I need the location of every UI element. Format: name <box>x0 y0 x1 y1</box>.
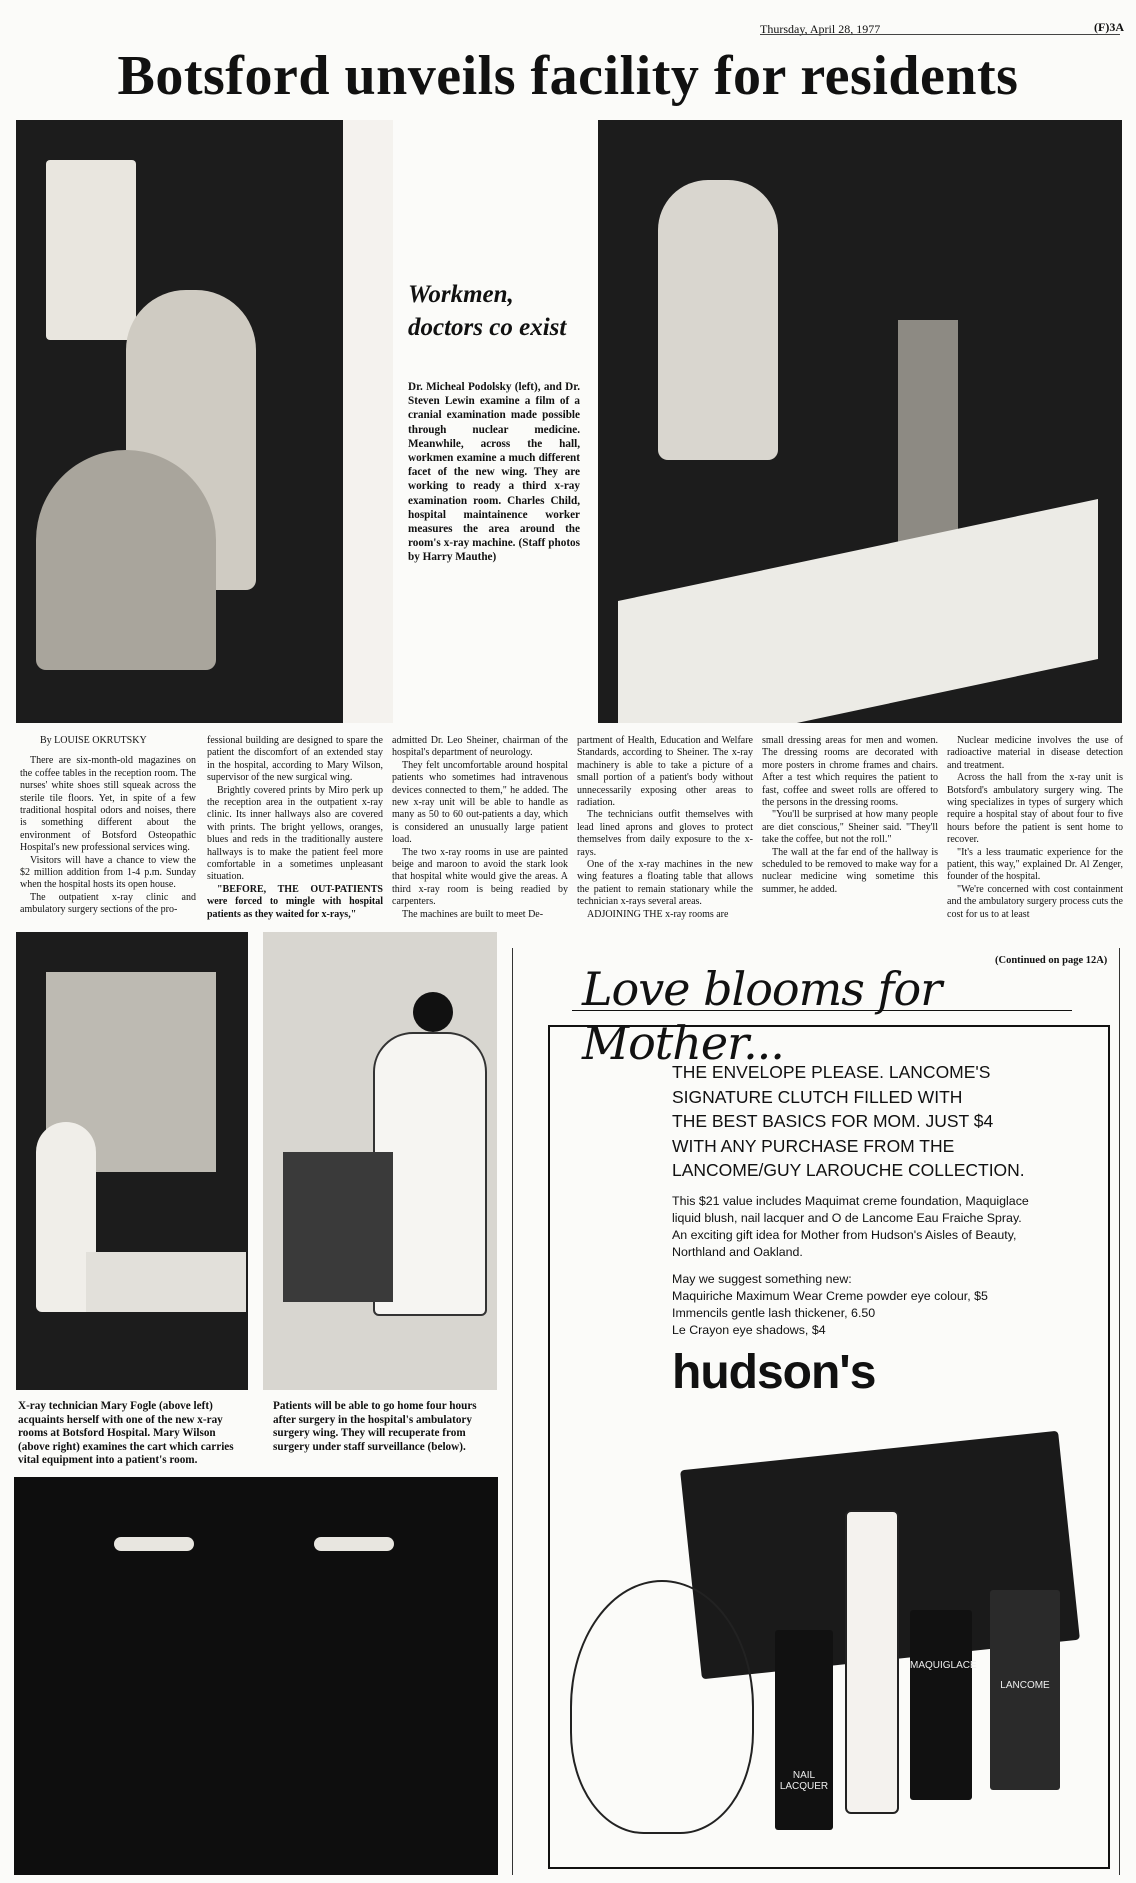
caption-left: X-ray technician Mary Fogle (above left) acquaints herself with one of the new x-ray rooms at Botsford Hospital. Mary Wilson (above right) examines the cart which carries vital equipment into a patient's room. <box>18 1400 234 1467</box>
paragraph: Across the hall from the x-ray unit is Botsford's ambulatory surgery wing. The wing specializes in types of surgery which require a hospital stay of about four to five hours before the patient is sent home to recover. <box>947 772 1123 846</box>
paragraph: admitted Dr. Leo Sheiner, chairman of the hospital's department of neurology. <box>392 735 568 759</box>
maquiglace-bottle <box>910 1610 977 1800</box>
byline: By LOUISE OKRUTSKY <box>40 735 147 746</box>
paragraph: There are six-month-old magazines on the coffee tables in the reception room. The nurses' white shoes still squeak across the sterile tile floors. Yet, in spite of a few traditional hospital odors and noises, there is something different about the environment of Botsford Osteopathic Hospital's new professional services wing. <box>20 755 196 854</box>
ad-headline-line: THE BEST BASICS FOR MOM. JUST $4 <box>672 1111 994 1131</box>
article-column-3 <box>392 735 568 921</box>
paragraph: Nuclear medicine involves the use of radioactive material in disease detection and treatment. <box>947 735 1123 771</box>
ad-headline-line: THE ENVELOPE PLEASE. LANCOME'S <box>672 1062 991 1082</box>
paragraph: Brightly covered prints by Miro perk up the reception area in the outpatient x-ray clinic. Its inner hallways also are covered with prints. The bright yellows, oranges, blues and reds in the traditionally austere hallways is to make the patient feel more comfortable in a sometimes unpleasant situation. <box>207 784 383 883</box>
paragraph: small dressing areas for men and women. The dressing rooms are decorated with more posters in chrome frames and chairs. After a test which requires the patient to fast, coffee and sweet rolls are offered to the persons in the dressing rooms. <box>762 735 938 809</box>
photo-recovery-room <box>14 1477 498 1875</box>
spray-tube-shape <box>845 1510 899 1814</box>
paragraph: Visitors will have a chance to view the $2 million addition from 1-4 p.m. Sunday when the hospital hosts its open house. <box>20 854 196 891</box>
ad-suggest-title: May we suggest something new: <box>672 1271 852 1286</box>
ad-headline-line: SIGNATURE CLUTCH FILLED WITH <box>672 1086 963 1107</box>
ad-body: This $21 value includes Maquimat creme foundation, Maquiglace liquid blush, nail lacquer and O de Lancome Eau Fraiche Spray. An exciting gift idea for Mother from Hudson's Aisles of Beauty, Northland and Oakland. <box>672 1193 1029 1259</box>
ceiling-light-shape <box>114 1537 194 1551</box>
paragraph: The wall at the far end of the hallway is scheduled to be removed to make way for a nuclear medicine wing sometime this summer, he added. <box>762 846 938 895</box>
ceiling-light-shape <box>314 1537 394 1551</box>
article-column-4 <box>577 735 753 921</box>
ad-headline <box>672 1060 1092 1339</box>
doctor-figure-shape-2 <box>36 450 216 670</box>
photo-workman-xray-room <box>598 120 1122 723</box>
paragraph: partment of Health, Education and Welfare Standards, according to Sheiner. The x-ray machinery is able to take a picture of a small portion of a patient's body without unnecessarily exposing other areas to radiation. <box>577 735 753 809</box>
paragraph: The machines are built to meet De- <box>402 908 544 920</box>
xray-table-shape <box>86 1252 246 1312</box>
dateline: Thursday, April 28, 1977 <box>760 22 881 36</box>
product-label: NAIL LACQUER <box>779 1770 829 1792</box>
paragraph: The outpatient x-ray clinic and ambulatory surgery sections of the pro- <box>20 891 196 916</box>
paragraph: "It's a less traumatic experience for the patient, this way," explained Dr. Al Zenger, founder of the hospital. <box>947 846 1123 883</box>
ad-headline-line: LANCOME/GUY LAROUCHE COLLECTION. <box>672 1160 1025 1180</box>
ad-slogan: Love blooms for Mother... <box>582 962 942 1070</box>
photo-nurse-with-cart <box>263 932 497 1390</box>
paragraph: fessional building are designed to spare the patient the discomfort of an extended stay in the hospital, according to Mary Wilson, supervisor of the new surgical wing. <box>207 735 383 784</box>
slogan-underline <box>572 1010 1072 1011</box>
continued-note: (Continued on page 12A) <box>995 955 1108 966</box>
paragraph: One of the x-ray machines in the new wing features a floating table that allows the patient to remain stationary while the technician x-rays several areas. <box>577 859 753 908</box>
product-label: MAQUIGLACE <box>910 1660 977 1671</box>
flower-outline-shape <box>570 1580 754 1834</box>
caption-right: Patients will be able to go home four hours after surgery in the hospital's ambulatory surgery wing. They will recuperate from surgery under staff surveillance (below). <box>273 1400 477 1453</box>
window-light-shape <box>343 120 393 723</box>
article-column-2 <box>207 735 383 921</box>
nail-lacquer-bottle <box>775 1630 833 1830</box>
paragraph: "BEFORE, THE OUT-PATIENTS were forced to mingle with hospital patients as they waited for x-rays," <box>207 883 383 920</box>
paragraph: They felt uncomfortable around hospital patients who sometimes had intravenous devices connected to them," he added. The new x-ray unit will be able to handle as many as 50 to 60 out-patients a day, which is considered an unusually large patient load. <box>392 759 568 846</box>
cutline-head <box>408 278 566 344</box>
paragraph: The two x-ray rooms in use are painted beige and maroon to avoid the stark look that hospital white would give the areas. A third x-ray room is being readied by carpenters. <box>392 846 568 908</box>
paragraph: "You'll be surprised at how many people are diet conscious," Sheiner said. "They'll take the coffee, but not the roll." <box>762 809 938 846</box>
paragraph: The technicians outfit themselves with lead lined aprons and gloves to protect themselves from daily exposure to the x-rays. <box>577 809 753 858</box>
article-column-6 <box>947 735 1123 921</box>
cutline-head-line1: Workmen, <box>408 281 514 308</box>
cutline-head-line2: doctors co exist <box>408 314 567 341</box>
paragraph: ADJOINING THE x-ray rooms are <box>587 908 729 920</box>
xray-film-shape <box>46 160 136 340</box>
product-illustration <box>560 1430 1100 1860</box>
xray-table-shape <box>618 499 1098 723</box>
page-number: (F)3A <box>1094 20 1124 34</box>
article-column-5 <box>762 735 938 896</box>
ad-suggest-item: Immencils gentle lash thickener, 6.50 <box>672 1305 876 1320</box>
hudsons-logo: hudson's <box>672 1346 876 1399</box>
article-column-1 <box>20 735 196 917</box>
product-label: LANCOME <box>1000 1680 1050 1691</box>
photo-xray-technician <box>16 932 248 1390</box>
ad-suggest-item: Le Crayon eye shadows, $4 <box>672 1322 826 1337</box>
workman-figure-shape <box>658 180 778 460</box>
cutline-text: Dr. Micheal Podolsky (left), and Dr. Steven Lewin examine a film of a cranial examination made possible through nuclear medicine. Meanwhile, across the hall, workmen examine a much different facet of the new wing. They are working to ready a third x-ray examination room. Charles Child, hospital maintainence worker measures the area around the room's x-ray machine. (Staff photos by Harry Mauthe) <box>408 381 580 564</box>
headline: Botsford unveils facility for residents <box>117 45 1019 107</box>
photo-doctors-examining-film <box>16 120 393 723</box>
equipment-cart-shape <box>283 1152 393 1302</box>
paragraph: "We're concerned with cost containment and the ambulatory surgery process cuts the cost for us to at least <box>947 883 1123 920</box>
header-rule <box>760 34 1120 35</box>
nurse-head-shape <box>413 992 453 1032</box>
lancome-bottle <box>990 1590 1060 1790</box>
ad-headline-line: WITH ANY PURCHASE FROM THE <box>672 1135 955 1156</box>
article-body <box>20 735 1130 950</box>
ad-suggest-item: Maquiriche Maximum Wear Creme powder eye colour, $5 <box>672 1288 988 1303</box>
